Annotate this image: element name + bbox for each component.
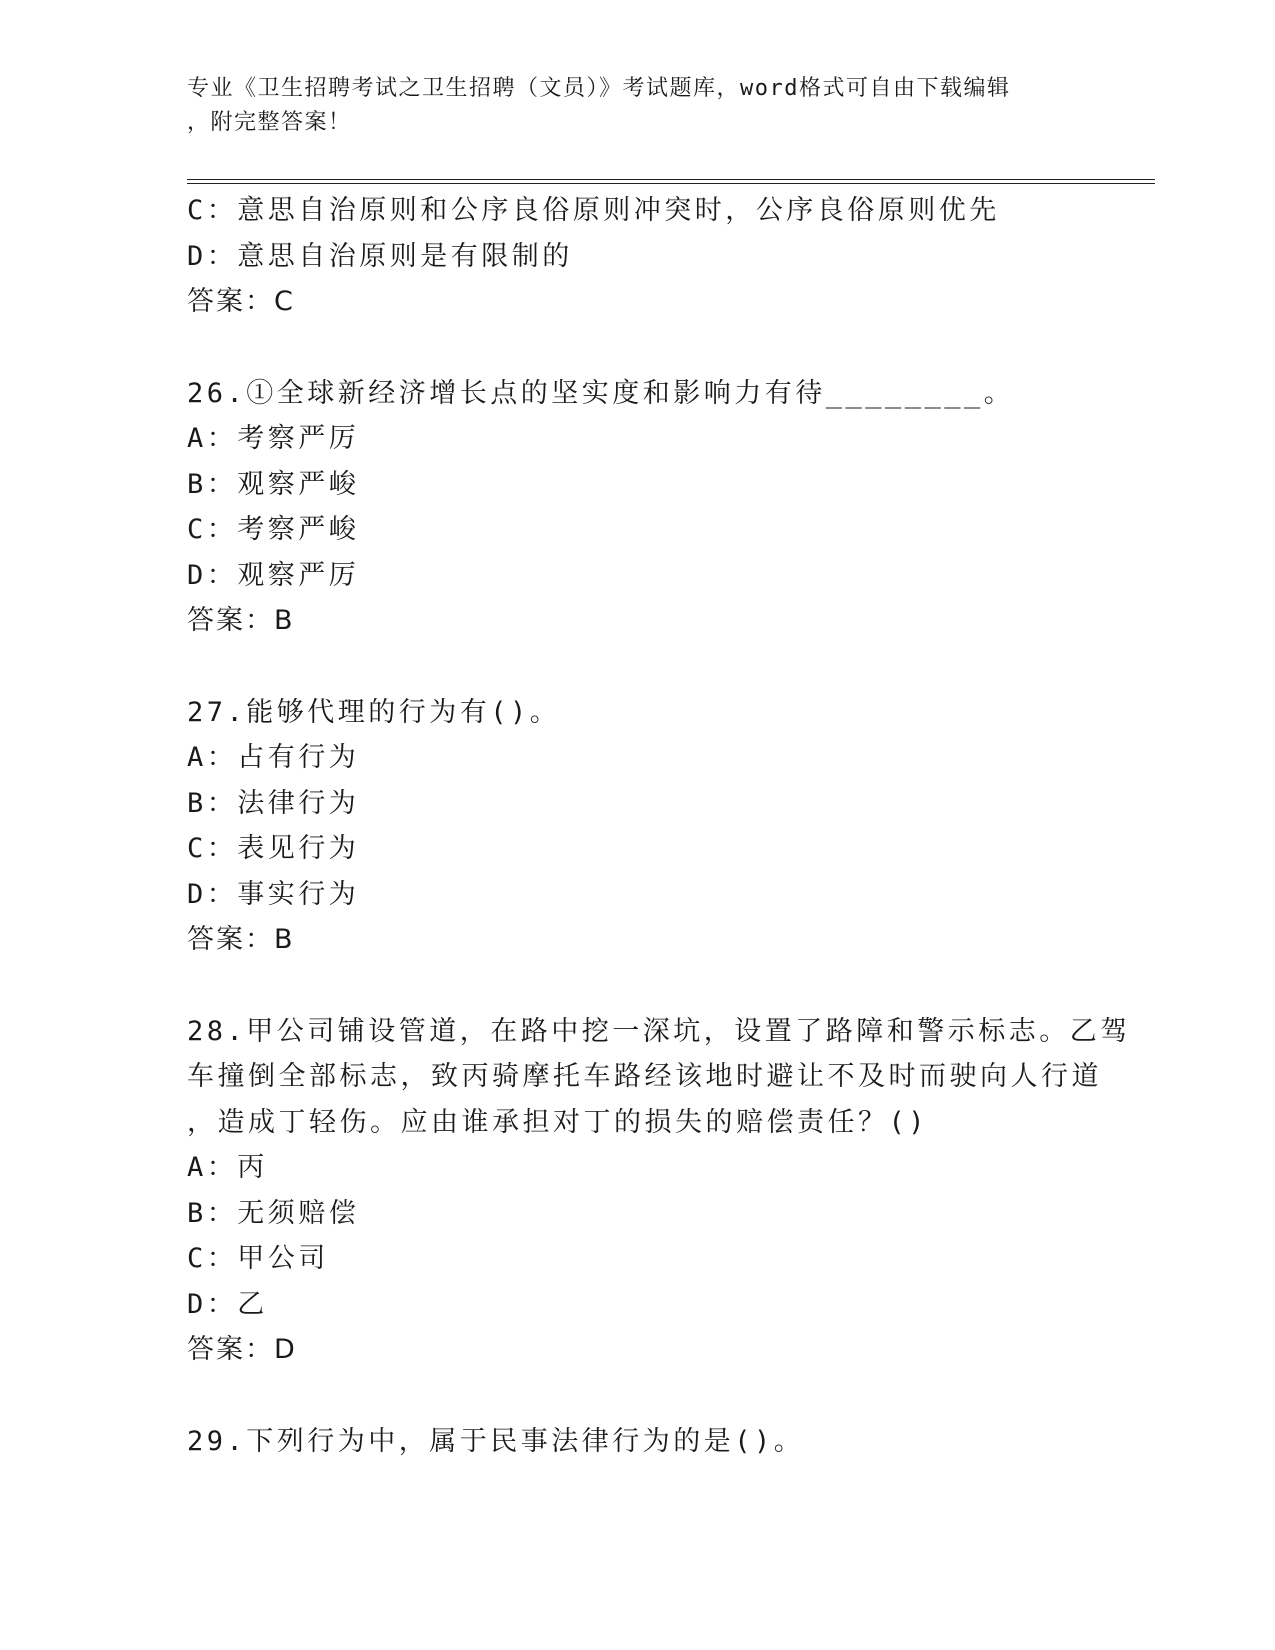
question-26 [187, 371, 1087, 644]
answer: 答案：C [187, 286, 295, 317]
option-a: A：占有行为 [187, 742, 360, 773]
question-stem: 29.下列行为中，属于民事法律行为的是()。 [187, 1425, 805, 1457]
spacer [187, 325, 1087, 371]
option-c: C：意思自治原则和公序良俗原则冲突时，公序良俗原则优先 [187, 195, 1000, 226]
option-d: D：乙 [187, 1288, 268, 1320]
question-stem-line-2: 车撞倒全部标志，致丙骑摩托车路经该地时避让不及时而驶向人行道 [187, 1061, 1102, 1092]
spacer [187, 644, 1087, 690]
answer: 答案：B [187, 924, 295, 955]
answer: 答案：B [187, 605, 295, 636]
page-header [187, 72, 1067, 140]
option-d: D：观察严厉 [187, 559, 360, 591]
question-25-tail [187, 188, 1087, 325]
option-c: C：表见行为 [187, 833, 360, 864]
spacer [187, 1373, 1087, 1419]
answer: 答案：D [187, 1334, 297, 1365]
question-stem-line-1: 28.甲公司铺设管道，在路中挖一深坑，设置了路障和警示标志。乙驾 [187, 1015, 1131, 1047]
option-b: B：无须赔偿 [187, 1197, 360, 1229]
option-d: D：意思自治原则是有限制的 [187, 240, 573, 272]
header-line-2: ，附完整答案！ [187, 110, 352, 135]
option-b: B：法律行为 [187, 787, 360, 819]
header-line-1: 专业《卫生招聘考试之卫生招聘（文员）》考试题库，word格式可自由下载编辑 [187, 76, 1011, 101]
option-c: C：甲公司 [187, 1243, 329, 1274]
spacer [187, 963, 1087, 1009]
question-29 [187, 1419, 1087, 1465]
option-d: D：事实行为 [187, 878, 360, 910]
question-28 [187, 1009, 1131, 1373]
question-stem: 27.能够代理的行为有()。 [187, 696, 561, 728]
header-divider [187, 179, 1155, 184]
question-stem: 26.①全球新经济增长点的坚实度和影响力有待________。 [187, 377, 1015, 409]
question-27 [187, 690, 1087, 963]
option-a: A：丙 [187, 1152, 268, 1183]
question-stem-line-3: ，造成丁轻伤。应由谁承担对丁的损失的赔偿责任？() [187, 1106, 929, 1138]
option-a: A：考察严厉 [187, 423, 360, 454]
option-b: B：观察严峻 [187, 468, 360, 500]
option-c: C：考察严峻 [187, 514, 360, 545]
question-list [187, 188, 1131, 1464]
